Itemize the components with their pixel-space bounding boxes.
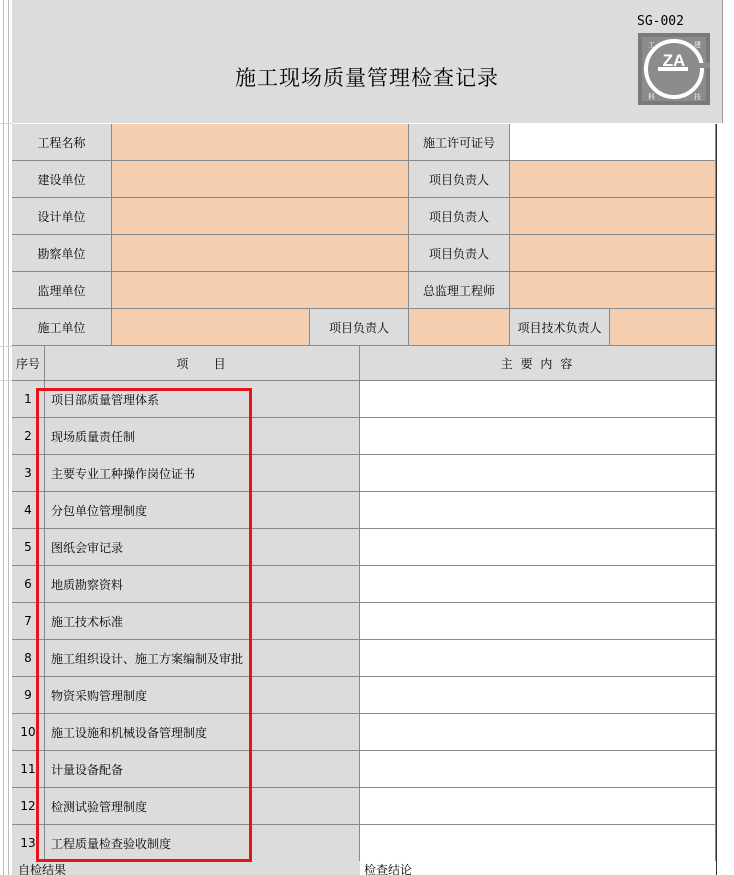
form-code: SG-002 [637, 14, 684, 29]
design-manager-input[interactable] [510, 198, 716, 235]
col-header-item: 项 目 [45, 346, 360, 381]
project-name-input[interactable] [112, 124, 409, 161]
survey-unit-input[interactable] [112, 235, 409, 272]
item-content-input[interactable] [360, 677, 716, 714]
item-number: 10 [12, 714, 45, 751]
field-label: 勘察单位 [12, 235, 112, 272]
item-name: 施工技术标准 [45, 603, 360, 640]
permit-number-input[interactable] [510, 124, 716, 161]
survey-manager-input[interactable] [510, 235, 716, 272]
table-right-border [716, 124, 717, 875]
sheet-left-margin [0, 0, 12, 875]
item-number: 3 [12, 455, 45, 492]
item-content-input[interactable] [360, 418, 716, 455]
item-name: 项目部质量管理体系 [45, 381, 360, 418]
design-unit-input[interactable] [112, 198, 409, 235]
construction-unit-input[interactable] [112, 309, 310, 346]
item-number: 1 [12, 381, 45, 418]
field-label: 项目负责人 [409, 198, 510, 235]
item-number: 8 [12, 640, 45, 677]
field-label: 总监理工程师 [409, 272, 510, 309]
item-number: 2 [12, 418, 45, 455]
item-content-input[interactable] [360, 825, 716, 862]
item-name: 物资采购管理制度 [45, 677, 360, 714]
field-label: 项目负责人 [409, 161, 510, 198]
supervision-unit-input[interactable] [112, 272, 409, 309]
item-content-input[interactable] [360, 714, 716, 751]
field-label: 施工许可证号 [409, 124, 510, 161]
item-content-input[interactable] [360, 640, 716, 677]
logo-corner-br: 技 [694, 93, 701, 101]
item-name: 地质勘察资料 [45, 566, 360, 603]
construction-manager-input[interactable] [409, 309, 510, 346]
item-name: 施工组织设计、施工方案编制及审批 [45, 640, 360, 677]
item-content-input[interactable] [360, 603, 716, 640]
form-header [12, 0, 723, 123]
item-content-input[interactable] [360, 566, 716, 603]
field-label: 建设单位 [12, 161, 112, 198]
logo-text: ZA [662, 51, 686, 70]
col-header-no: 序号 [12, 346, 45, 381]
logo-corner-bl: 科 [648, 93, 655, 101]
item-name: 图纸会审记录 [45, 529, 360, 566]
field-label: 监理单位 [12, 272, 112, 309]
owner-unit-input[interactable] [112, 161, 409, 198]
item-name: 检测试验管理制度 [45, 788, 360, 825]
item-content-input[interactable] [360, 529, 716, 566]
field-label: 项目负责人 [310, 309, 409, 346]
inspection-conclusion-label: 检查结论 [360, 861, 716, 875]
item-number: 5 [12, 529, 45, 566]
logo-corner-tl: 工 [648, 41, 655, 49]
item-name: 计量设备配备 [45, 751, 360, 788]
item-content-input[interactable] [360, 492, 716, 529]
col-header-content: 主 要 内 容 [360, 346, 716, 381]
item-name: 现场质量责任制 [45, 418, 360, 455]
chief-supervisor-input[interactable] [510, 272, 716, 309]
form-title: 施工现场质量管理检查记录 [235, 66, 499, 90]
field-label: 项目技术负责人 [510, 309, 610, 346]
self-check-result-label: 自检结果 [12, 861, 360, 875]
item-number: 6 [12, 566, 45, 603]
item-number: 11 [12, 751, 45, 788]
item-name: 分包单位管理制度 [45, 492, 360, 529]
za-logo-icon [638, 33, 710, 105]
technical-manager-input[interactable] [610, 309, 716, 346]
item-content-input[interactable] [360, 381, 716, 418]
field-label: 工程名称 [12, 124, 112, 161]
item-number: 9 [12, 677, 45, 714]
item-content-input[interactable] [360, 751, 716, 788]
field-label: 施工单位 [12, 309, 112, 346]
item-name: 主要专业工种操作岗位证书 [45, 455, 360, 492]
owner-manager-input[interactable] [510, 161, 716, 198]
item-number: 12 [12, 788, 45, 825]
item-number: 13 [12, 825, 45, 862]
item-content-input[interactable] [360, 455, 716, 492]
item-name: 工程质量检查验收制度 [45, 825, 360, 862]
item-content-input[interactable] [360, 788, 716, 825]
logo-corner-tr: 建 [694, 41, 701, 49]
field-label: 设计单位 [12, 198, 112, 235]
item-number: 4 [12, 492, 45, 529]
field-label: 项目负责人 [409, 235, 510, 272]
item-name: 施工设施和机械设备管理制度 [45, 714, 360, 751]
item-number: 7 [12, 603, 45, 640]
